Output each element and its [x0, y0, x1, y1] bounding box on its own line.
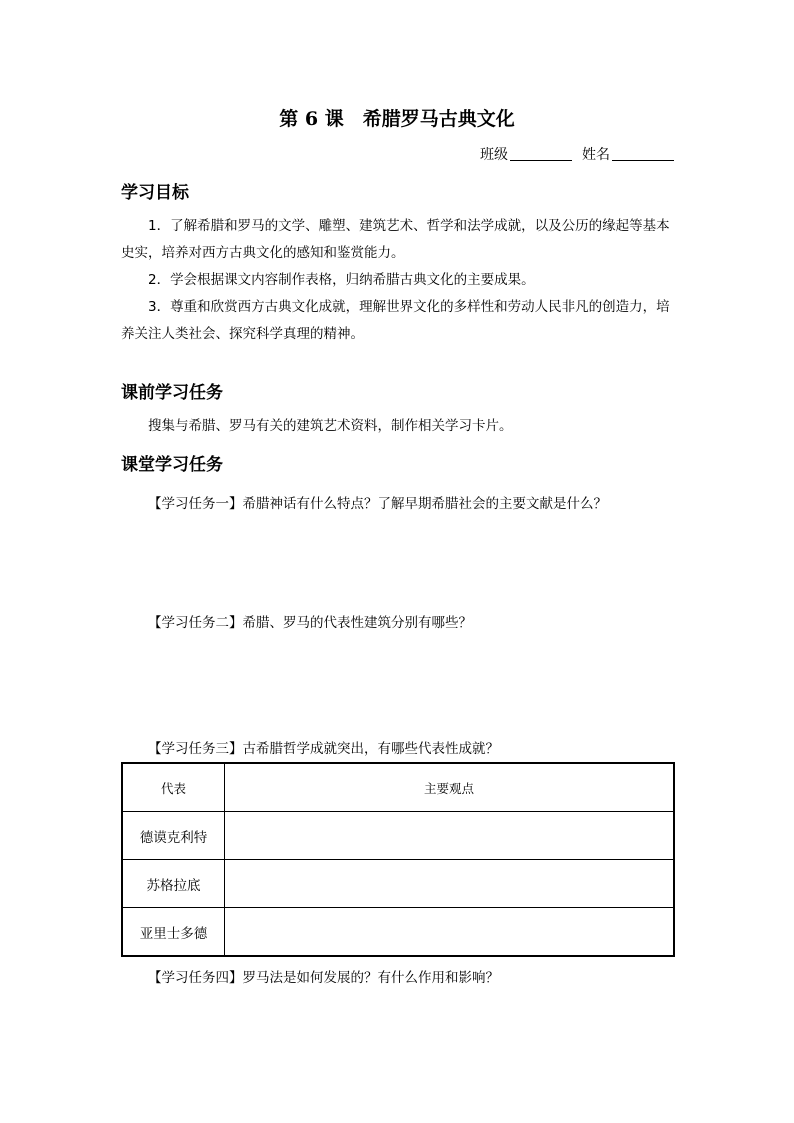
views-cell[interactable] — [225, 812, 675, 860]
header-representative: 代表 — [122, 763, 225, 812]
preclass-heading: 课前学习任务 — [121, 383, 223, 403]
philosophy-table — [121, 762, 675, 957]
class-label: 班级 — [480, 147, 508, 163]
table-row — [122, 908, 674, 957]
views-cell[interactable] — [225, 860, 675, 908]
class-blank — [510, 146, 572, 161]
name-label: 姓名 — [582, 147, 610, 163]
lesson-title: 第 6 课 希腊罗马古典文化 — [279, 108, 515, 130]
table-header-row — [122, 763, 674, 812]
objectives-list — [121, 213, 677, 348]
views-cell[interactable] — [225, 908, 675, 957]
student-info-line — [480, 144, 674, 164]
preclass-text: 搜集与希腊、罗马有关的建筑艺术资料，制作相关学习卡片。 — [148, 418, 513, 434]
objective-item-3: 3．尊重和欣赏西方古典文化成就，理解世界文化的多样性和劳动人民非凡的创造力，培养关注人类社会、探究科学真理的精神。 — [121, 299, 670, 342]
philosopher-name: 苏格拉底 — [122, 860, 225, 908]
objectives-heading: 学习目标 — [121, 183, 189, 203]
philosopher-name: 德谟克利特 — [122, 812, 225, 860]
header-main-views: 主要观点 — [225, 763, 675, 812]
table-row — [122, 812, 674, 860]
objective-item-2: 2．学会根据课文内容制作表格，归纳希腊古典文化的主要成果。 — [148, 272, 535, 288]
table-row — [122, 860, 674, 908]
task-3: 【学习任务三】古希腊哲学成就突出，有哪些代表性成就？ — [148, 741, 499, 757]
philosopher-name: 亚里士多德 — [122, 908, 225, 957]
name-blank — [612, 146, 674, 161]
task-1: 【学习任务一】希腊神话有什么特点？了解早期希腊社会的主要文献是什么？ — [148, 496, 607, 512]
task-2: 【学习任务二】希腊、罗马的代表性建筑分别有哪些？ — [148, 615, 472, 631]
task-4: 【学习任务四】罗马法是如何发展的？有什么作用和影响？ — [148, 970, 499, 986]
objective-item-1: 1．了解希腊和罗马的文学、雕塑、建筑艺术、哲学和法学成就，以及公历的缘起等基本史实，培养对西方古典文化的感知和鉴赏能力。 — [121, 218, 670, 261]
inclass-heading: 课堂学习任务 — [121, 455, 223, 475]
